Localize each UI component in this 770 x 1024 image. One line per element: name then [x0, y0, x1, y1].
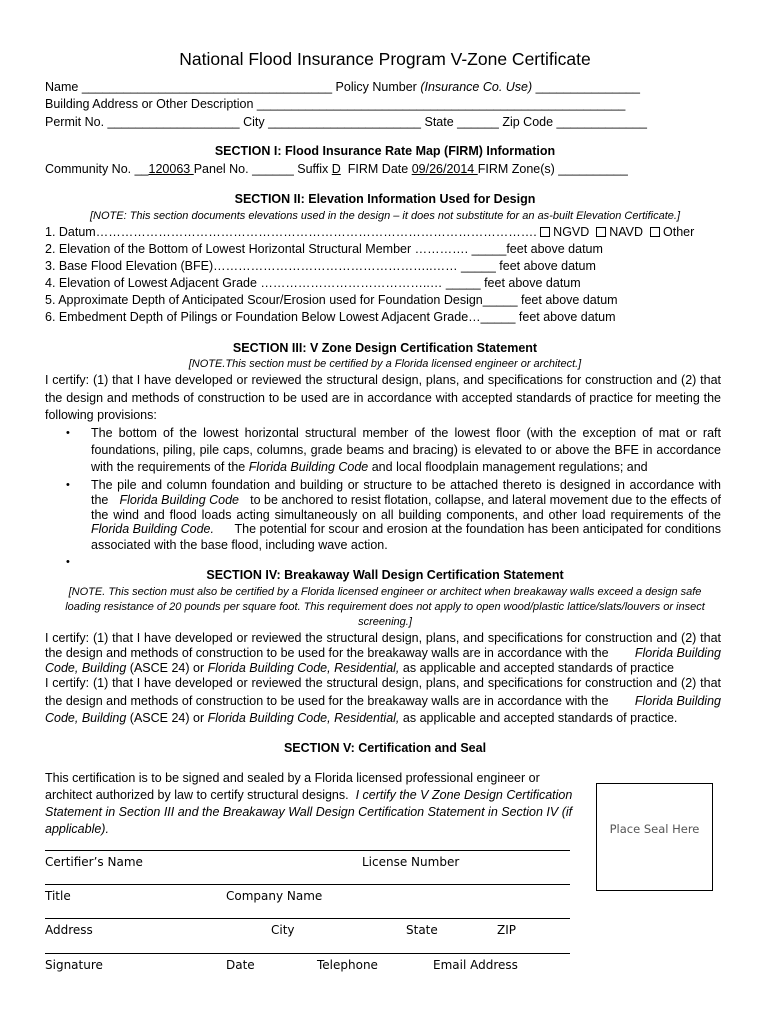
- permit-row[interactable]: Permit No. ___________________ City ______________________ State ______ Zip Code _____________: [45, 115, 647, 129]
- section2-note: [NOTE: This section documents elevations used in the design – it does not substitute for an as-built Elevation Certificate.]: [89, 210, 681, 222]
- signature-line-divider: [45, 918, 570, 919]
- bullet2-text: the: [91, 493, 109, 507]
- bullet2-line: [91, 493, 721, 508]
- section5-text-line: applicable).: [45, 822, 109, 836]
- section5-text-line: [45, 788, 572, 803]
- section4-text: the design and methods of construction to be used for the breakaway walls are in accordance with the: [45, 694, 609, 708]
- section4-p2-line: [45, 694, 721, 709]
- datum-label: 1. Datum…………………………………………………………………………………………….: [45, 225, 537, 239]
- community-number-value[interactable]: 120063: [148, 162, 194, 176]
- elevation-item[interactable]: 3. Base Flood Elevation (BFE)……………………………………………..…… _____ feet above datum: [45, 259, 596, 273]
- page-title: National Flood Insurance Program V-Zone Certificate: [179, 49, 591, 69]
- asce-ref: (ASCE 24) or: [129, 661, 205, 675]
- florida-building-code-ref: Florida Building Code: [119, 493, 239, 507]
- datum-row[interactable]: [45, 225, 694, 240]
- firm-date-label: FIRM Date: [347, 162, 409, 176]
- date-label: Date: [226, 958, 255, 972]
- firm-date-value[interactable]: 09/26/2014: [411, 162, 478, 176]
- section3-intro-line: the design and methods of construction to be used are in accordance with accepted standards of practice for meeting the: [45, 391, 721, 405]
- elevation-item[interactable]: 4. Elevation of Lowest Adjacent Grade …………………………………..… _____ feet above datum: [45, 276, 581, 290]
- zip-label: ZIP: [497, 923, 516, 937]
- title-label: Title: [45, 889, 71, 903]
- policy-number-field[interactable]: _______________: [535, 80, 640, 94]
- bullet1-line: foundations, piling, pile caps, columns, grade beams and bracing) is elevated to or above the BFE in accordance: [91, 443, 721, 457]
- city-label: City: [271, 923, 295, 937]
- seal-placeholder: Place Seal Here: [609, 822, 700, 836]
- elevation-item[interactable]: 6. Embedment Depth of Pilings or Foundation Below Lowest Adjacent Grade…_____ feet above datum: [45, 310, 616, 324]
- fbc-residential-ref: Florida Building Code, Residential,: [207, 661, 400, 675]
- section3-note: [NOTE.This section must be certified by a Florida licensed engineer or architect.]: [188, 358, 582, 370]
- section3-heading: SECTION III: V Zone Design Certification Statement: [232, 341, 538, 355]
- section4-note-line: screening.]: [358, 616, 412, 628]
- section5-text-line: This certification is to be signed and sealed by a Florida licensed professional engineer or: [45, 771, 540, 785]
- certifier-name-label: Certifier’s Name: [45, 855, 143, 869]
- code-building-ref: Code, Building: [45, 711, 127, 725]
- section4-note-line: [NOTE. This section must also be certified by a Florida licensed engineer or architect when breakaway walls exceed a design safe: [68, 586, 702, 598]
- bullet2-line: [91, 522, 721, 537]
- elevation-item[interactable]: 5. Approximate Depth of Anticipated Scour/Erosion used for Foundation Design_____ feet above datum: [45, 293, 618, 307]
- section3-intro-line: following provisions:: [45, 408, 157, 422]
- community-label: Community No. __: [45, 162, 149, 176]
- fbc-residential-ref: Florida Building Code, Residential,: [207, 711, 400, 725]
- bullet2-line: associated with the base flood, including wave action.: [91, 538, 388, 552]
- section4-p1-line: I certify: (1) that I have developed or reviewed the structural design, plans, and specifications for construction and (2) that: [45, 631, 721, 645]
- bullet2-line: The pile and column foundation and building or structure to be attached thereto is designed in accordance with: [91, 478, 721, 492]
- name-policy-row[interactable]: [45, 80, 640, 95]
- florida-building-code-ref: Florida Building Code.: [91, 522, 214, 536]
- bullet2-line: the wind and flood loads acting simultaneously on all building components, and other load requirements of the: [91, 508, 721, 522]
- panel-suffix-label: Panel No. ______ Suffix: [193, 162, 329, 176]
- signature-line-divider: [45, 850, 570, 851]
- section4-heading: SECTION IV: Breakaway Wall Design Certification Statement: [206, 568, 564, 582]
- building-address-row[interactable]: Building Address or Other Description _____________________________________________________: [45, 97, 626, 111]
- bullet-icon: •: [66, 479, 70, 491]
- bullet1-text: with the requirements of the: [91, 460, 246, 474]
- section4-p1-line: [45, 646, 721, 661]
- bullet2-text: The potential for scour and erosion at the foundation has been anticipated for conditions: [234, 522, 721, 536]
- navd-label: NAVD: [609, 225, 644, 239]
- section5-text: architect authorized by law to certify structural designs.: [45, 788, 349, 802]
- section2-heading: SECTION II: Elevation Information Used for Design: [234, 192, 536, 206]
- florida-building-code-ref: Florida Building: [634, 694, 721, 708]
- seal-box[interactable]: [596, 783, 713, 891]
- florida-building-code-ref: Florida Building Code: [248, 460, 369, 474]
- ngvd-checkbox[interactable]: [540, 227, 550, 237]
- company-name-label: Company Name: [226, 889, 323, 903]
- section4-text: the design and methods of construction to be used for the breakaway walls are in accordance with the: [45, 646, 609, 660]
- section5-certify-text: I certify the V Zone Design Certification: [355, 788, 573, 802]
- telephone-label: Telephone: [317, 958, 378, 972]
- florida-building-code-ref: Florida Building: [634, 646, 721, 660]
- bullet2-text: to be anchored to resist flotation, collapse, and lateral movement due to the effects of: [250, 493, 721, 507]
- other-checkbox[interactable]: [650, 227, 660, 237]
- ngvd-label: NGVD: [553, 225, 590, 239]
- suffix-value[interactable]: D: [331, 162, 341, 176]
- firm-zone-field[interactable]: FIRM Zone(s) __________: [477, 162, 628, 176]
- section4-text: as applicable and accepted standards of practice: [402, 661, 674, 675]
- state-label: State: [406, 923, 438, 937]
- section5-text-line: Statement in Section III and the Breakaway Wall Design Certification Statement in Section IV (if: [45, 805, 573, 819]
- section4-note-line: loading resistance of 20 pounds per square foot. This requirement does not apply to open wood/plastic lattice/slats/louvers or insect: [65, 601, 705, 613]
- name-policy-label: Name ____________________________________ Policy Number: [45, 80, 417, 94]
- bullet-icon: •: [66, 427, 70, 439]
- bullet-icon: •: [66, 556, 70, 568]
- section1-heading: SECTION I: Flood Insurance Rate Map (FIRM) Information: [214, 144, 556, 158]
- section4-p2-line: I certify: (1) that I have developed or reviewed the structural design, plans, and specifications for construction and (2) that: [45, 676, 721, 690]
- bullet1-line: [91, 460, 648, 475]
- signature-line-divider: [45, 884, 570, 885]
- section5-heading: SECTION V: Certification and Seal: [283, 741, 487, 755]
- policy-use-note: (Insurance Co. Use): [420, 80, 533, 94]
- section3-intro-line: I certify: (1) that I have developed or reviewed the structural design, plans, and specifications for construction and (2) that: [45, 373, 721, 387]
- other-label: Other: [663, 225, 695, 239]
- section4-text: as applicable and accepted standards of practice.: [402, 711, 678, 725]
- asce-ref: (ASCE 24) or: [129, 711, 205, 725]
- section4-p2-line: [45, 711, 677, 726]
- email-address-label: Email Address: [433, 958, 518, 972]
- signature-label: Signature: [45, 958, 103, 972]
- license-number-label: License Number: [362, 855, 460, 869]
- community-row[interactable]: [45, 162, 628, 177]
- address-label: Address: [45, 923, 93, 937]
- bullet1-text: and local floodplain management regulations; and: [371, 460, 648, 474]
- bullet1-line: The bottom of the lowest horizontal structural member of the lowest floor (with the exception of mat or raft: [91, 426, 721, 440]
- code-building-ref: Code, Building: [45, 661, 127, 675]
- elevation-item[interactable]: 2. Elevation of the Bottom of Lowest Horizontal Structural Member …………. _____feet above datum: [45, 242, 603, 256]
- section4-p1-line: [45, 661, 674, 676]
- signature-line-divider: [45, 953, 570, 954]
- navd-checkbox[interactable]: [596, 227, 606, 237]
